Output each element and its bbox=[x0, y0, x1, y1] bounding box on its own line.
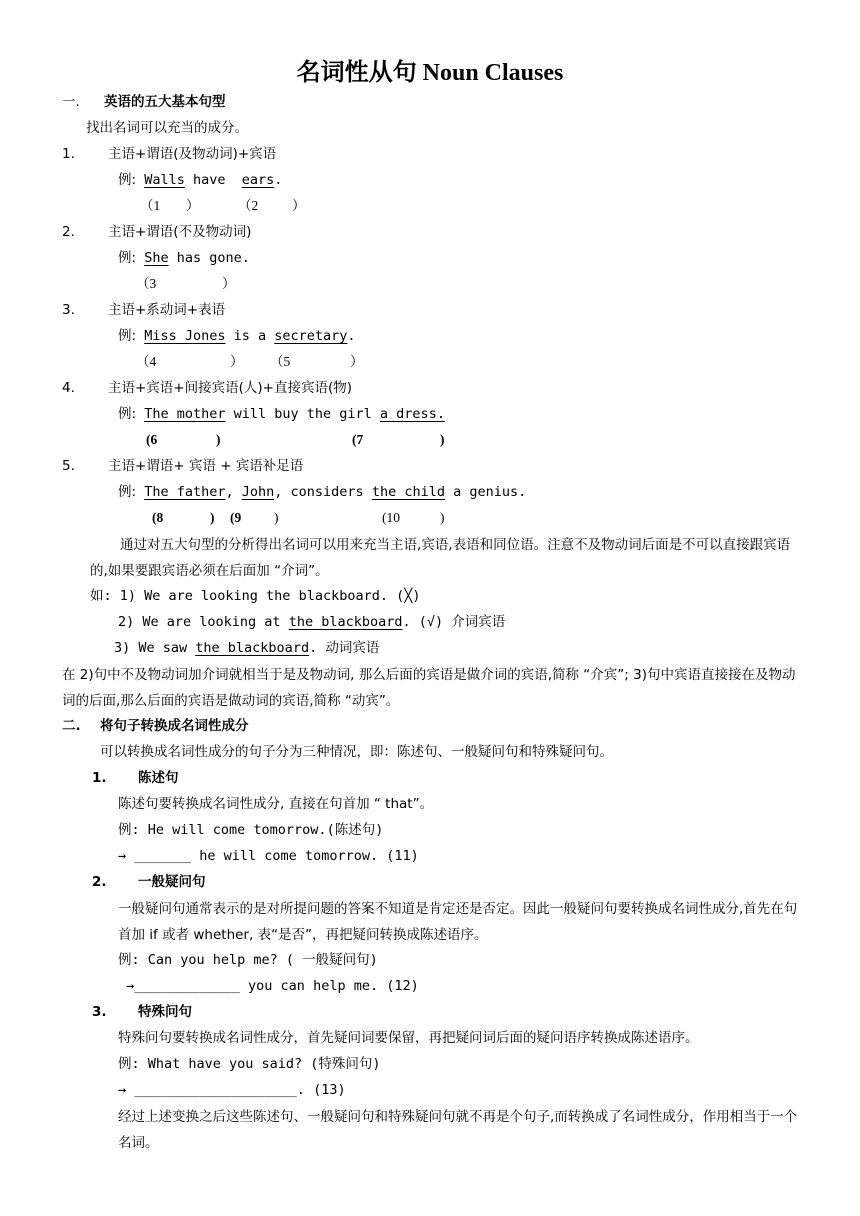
analysis-paragraph: 通过对五大句型的分析得出名词可以用来充当主语,宾语,表语和同位语。注意不及物动词后面是不可以直接跟宾语的,如果要跟宾语必须在后面加 “介词”。 bbox=[90, 537, 791, 579]
example-sentence-2 bbox=[118, 612, 505, 632]
example-word: She bbox=[144, 250, 169, 266]
pattern2-example bbox=[118, 248, 250, 268]
pattern5-number: 5. bbox=[62, 458, 75, 474]
subsection2-example: 例: Can you help me? ( 一般疑问句) bbox=[118, 952, 378, 968]
pattern2-text: 主语+谓语(不及物动词) bbox=[108, 224, 252, 240]
blank-marker: ) bbox=[274, 510, 279, 525]
example-prefix: 例: bbox=[118, 328, 137, 344]
subsection3-example: 例: What have you said? (特殊问句) bbox=[118, 1056, 381, 1072]
subsection1-number: 1. bbox=[92, 770, 107, 786]
section1-heading: 英语的五大基本句型 bbox=[104, 94, 226, 110]
example-word: John bbox=[241, 484, 275, 500]
conclusion-paragraph: 经过上述变换之后这些陈述句、一般疑问句和特殊疑问句就不再是个句子,而转换成了名词性成分，作用相当于一个名词。 bbox=[118, 1109, 798, 1151]
pattern3-example bbox=[118, 326, 356, 346]
example-word: has gone. bbox=[168, 250, 250, 266]
example-word: a genius. bbox=[444, 484, 527, 500]
pattern4-text: 主语+宾语+间接宾语(人)+直接宾语(物) bbox=[108, 380, 353, 396]
blank-marker: ) bbox=[440, 432, 445, 447]
example-sentence-3 bbox=[114, 638, 379, 658]
section2-heading: 将句子转换成名词性成分 bbox=[100, 718, 249, 734]
blank-marker: （4 bbox=[136, 354, 157, 369]
subsection2-number: 2. bbox=[92, 874, 107, 890]
section2-intro: 可以转换成名词性成分的句子分为三种情况，即：陈述句、一般疑问句和特殊疑问句。 bbox=[100, 744, 613, 760]
pattern5-example bbox=[118, 482, 526, 502]
example-word: secretary bbox=[274, 328, 348, 344]
blank-marker: ） bbox=[350, 354, 364, 369]
subsection2-exercise: →_____________ you can help me. (12) bbox=[118, 978, 419, 994]
example-word: the blackboard bbox=[288, 614, 403, 630]
subsection1-exercise: → _______ he will come tomorrow. (11) bbox=[118, 848, 419, 864]
example-word: The father bbox=[144, 484, 226, 500]
pattern2-number: 2. bbox=[62, 224, 75, 240]
example-prefix: 例: bbox=[118, 172, 137, 188]
example-word: , considers bbox=[274, 484, 372, 500]
blank-marker: ） bbox=[186, 198, 200, 213]
blank-marker: ） bbox=[230, 354, 244, 369]
pattern3-text: 主语+系动词+表语 bbox=[108, 302, 226, 318]
subsection3-exercise: → ____________________. (13) bbox=[118, 1082, 346, 1098]
subsection1-example: 例: He will come tomorrow.(陈述句) bbox=[118, 822, 384, 838]
example-word: 3) We saw bbox=[114, 640, 196, 656]
blank-marker: ) bbox=[440, 510, 445, 525]
example-prefix: 例: bbox=[118, 484, 137, 500]
pattern1-example bbox=[118, 170, 282, 190]
example-word: have bbox=[184, 172, 234, 188]
pattern1-text: 主语+谓语(及物动词)+宾语 bbox=[108, 146, 277, 162]
blank-marker: ) bbox=[216, 432, 221, 447]
pattern4-example bbox=[118, 404, 445, 424]
blank-marker: （2 bbox=[238, 198, 259, 213]
example-word: Miss Jones bbox=[144, 328, 226, 344]
example-word: 2) We are looking at bbox=[118, 614, 289, 630]
example-word: Walls bbox=[144, 172, 185, 188]
example-word: . 动词宾语 bbox=[309, 640, 380, 656]
subsection2-heading: 一般疑问句 bbox=[138, 874, 206, 890]
subsection1-desc: 陈述句要转换成名词性成分, 直接在句首加 “ that”。 bbox=[118, 796, 434, 812]
blank-marker: ） bbox=[222, 276, 236, 291]
example-word: is a bbox=[225, 328, 275, 344]
explanation-paragraph: 在 2)句中不及物动词加介词就相当于是及物动词, 那么后面的宾语是做介词的宾语,简称 “介宾”; 3)句中宾语直接接在及物动词的后面,那么后面的宾语是做动词的宾语,简称 “动宾”。 bbox=[62, 667, 796, 709]
example-word: , bbox=[225, 484, 242, 500]
example-word: the child bbox=[371, 484, 445, 500]
subsection3-desc: 特殊问句要转换成名词性成分，首先疑问词要保留，再把疑问词后面的疑问语序转换成陈述语序。 bbox=[118, 1030, 699, 1046]
blank-marker: ） bbox=[292, 198, 306, 213]
example-word: the blackboard bbox=[195, 640, 310, 656]
example-prefix: 例: bbox=[118, 250, 137, 266]
pattern4-number: 4. bbox=[62, 380, 75, 396]
pattern3-number: 3. bbox=[62, 302, 75, 318]
section1-number: 一. bbox=[62, 94, 80, 110]
example-prefix: 例: bbox=[118, 406, 137, 422]
blank-marker: （5 bbox=[270, 354, 291, 369]
blank-marker: （1 bbox=[140, 198, 161, 213]
pattern1-number: 1. bbox=[62, 146, 75, 162]
section2-number: 二. bbox=[62, 718, 81, 734]
example-word: a dress. bbox=[379, 406, 445, 422]
example-word: The mother bbox=[144, 406, 226, 422]
example-word: ears bbox=[241, 172, 275, 188]
example-word: . bbox=[274, 172, 283, 188]
subsection3-number: 3. bbox=[92, 1004, 107, 1020]
page-title: 名词性从句 Noun Clauses bbox=[296, 60, 564, 86]
blank-marker: （3 bbox=[136, 276, 157, 291]
example-word: . (√) 介词宾语 bbox=[402, 614, 506, 630]
example-sentence-1: 如: 1) We are looking the blackboard. (╳) bbox=[90, 588, 421, 604]
section1-intro: 找出名词可以充当的成分。 bbox=[86, 120, 248, 136]
subsection3-heading: 特殊问句 bbox=[138, 1004, 192, 1020]
blank-marker: (10 bbox=[382, 510, 400, 525]
subsection2-desc: 一般疑问句通常表示的是对所提问题的答案不知道是肯定还是否定。因此一般疑问句要转换成名词性成分,首先在句首加 if 或者 whether, 表“是否”，再把疑问转换成陈述语序。 bbox=[118, 901, 798, 943]
blank-marker: (9 bbox=[230, 510, 242, 525]
example-word: will buy the girl bbox=[225, 406, 380, 422]
blank-marker: ) bbox=[210, 510, 215, 525]
blank-marker: (7 bbox=[352, 432, 364, 447]
subsection1-heading: 陈述句 bbox=[138, 770, 179, 786]
example-word: . bbox=[347, 328, 356, 344]
blank-marker: (8 bbox=[152, 510, 164, 525]
pattern5-text: 主语+谓语+ 宾语 + 宾语补足语 bbox=[108, 458, 304, 474]
blank-marker: (6 bbox=[146, 432, 158, 447]
